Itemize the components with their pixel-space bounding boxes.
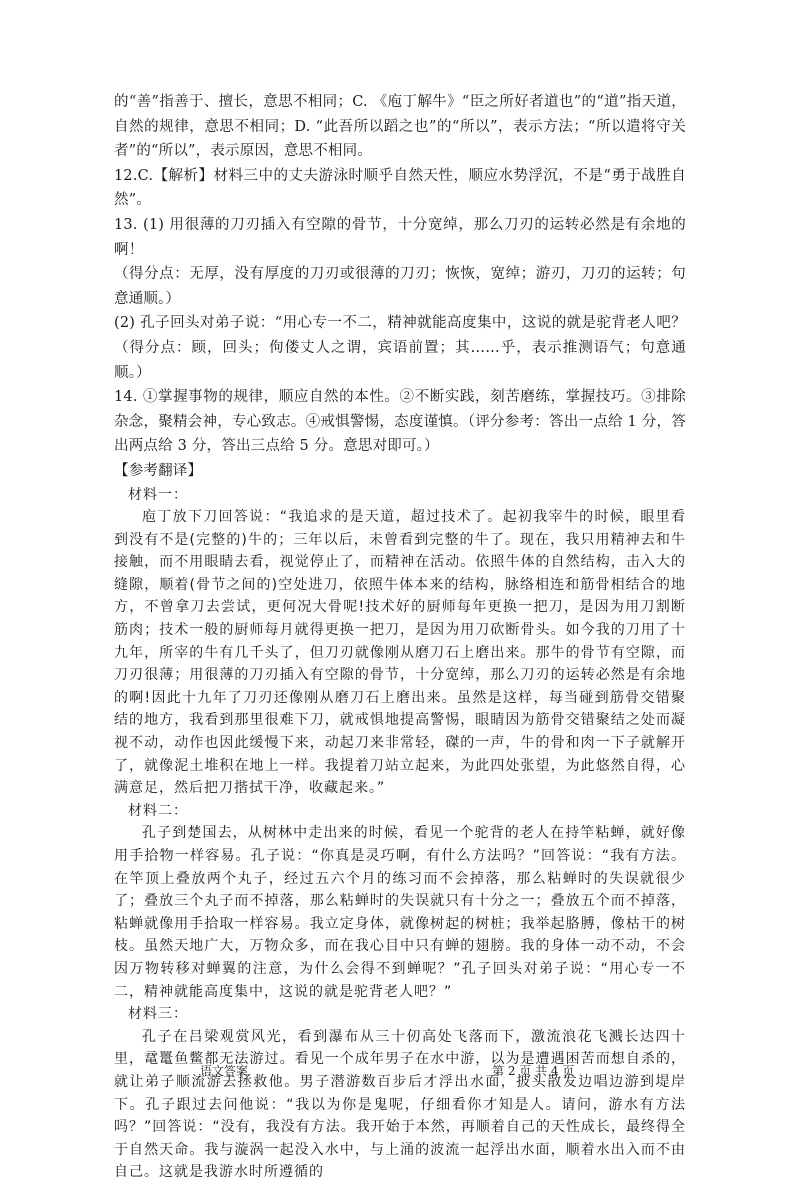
answer-12: 12.C.【解析】材料三中的丈夫游泳时顺乎自然天性，顺应水势浮沉，不是“勇于战胜自然”。 — [114, 167, 686, 209]
material-3-label: 材料三： — [128, 1006, 188, 1023]
footer-subject: 语文答案 — [200, 1064, 249, 1078]
answer-13-1: 13. (1) 用很薄的刀刃插入有空隙的骨节，十分宽绰，那么刀刃的运转必然是有余地的啊！ — [114, 216, 686, 258]
answer-14: 14. ①掌握事物的规律，顺应自然的本性。②不断实践，刻苦磨练，掌握技巧。③排除杂念，聚精会神，专心致志。④戒惧警惕，态度谨慎。（评分参考：答出一点给 1 分，答出两点给 3 分，答出三点给 5 分。意思对即可。） — [114, 389, 686, 455]
footer-page-number: 第 2 页 共 4 页 — [492, 1064, 575, 1078]
translation-heading: 【参考翻译】 — [114, 462, 203, 479]
material-3-text: 孔子在吕梁观赏风光，看到瀑布从三十仞高处飞落而下，激流浪花飞溅长达四十里，鼋鼍鱼鳖都无法游过。看见一个成年男子在水中游，以为是遭遇困苦而想自杀的，就让弟子顺流游去拯救他。男子潜游数百步后才浮出水面，披头散发边唱边游到堤岸下。孔子跟过去问他说：“我以为你是鬼呢，仔细看你才知是人。请问，游水有方法吗？”回答说：“没有，我没有方法。我开始于本然，再顺着自己的天性成长，最终得全于自然天命。我与漩涡一起没入水中，与上涌的波流一起浮出水面，顺着水出入而不由自己。这就是我游水时所遵循的 — [114, 1028, 686, 1181]
material-2-text: 孔子到楚国去，从树林中走出来的时候，看见一个驼背的老人在持竿粘蝉，就好像用手拾物一样容易。孔子说：“你真是灵巧啊，有什么方法吗？”回答说：“我有方法。在竿顶上叠放两个丸子，经过五六个月的练习而不会掉落，那么粘蝉时的失误就很少了；叠放三个丸子而不掉落，那么粘蝉时的失误就只有十分之一；叠放五个而不掉落，粘蝉就像用手拾取一样容易。我立定身体，就像树起的树桩；我举起胳膊，像枯干的树枝。虽然天地广大，万物众多，而在我心目中只有蝉的翅膀。我的身体一动不动，不会因万物转移对蝉翼的注意，为什么会得不到蝉呢？”孔子回头对弟子说：“用心专一不二，精神就能高度集中，这说的就是驼背老人吧？” — [114, 825, 686, 1000]
material-2-label: 材料二： — [128, 802, 188, 819]
material-1-text: 庖丁放下刀回答说：“我追求的是天道，超过技术了。起初我宰牛的时候，眼里看到没有不是(完整的)牛的；三年以后，未曾看到完整的牛了。现在，我只用精神去和牛接触，而不用眼睛去看，视觉停止了，而精神在活动。依照牛体的自然结构，击入大的缝隙，顺着(骨节之间的)空处进刀，依照牛体本来的结构，脉络相连和筋骨相结合的地方，不曾拿刀去尝试，更何况大骨呢!技术好的厨师每年更换一把刀，是因为用刀割断筋肉；技术一般的厨师每月就得更换一把刀，是因为用刀砍断骨头。如今我的刀用了十九年，所宰的牛有几千头了，但刀刃就像刚从磨刀石上磨出来。那牛的骨节有空隙，而刀刃很薄；用很薄的刀刃插入有空隙的骨节，十分宽绰，那么刀刃的运转必然是有余地的啊!因此十九年了刀刃还像刚从磨刀石上磨出来。虽然是这样，每当碰到筋骨交错聚结的地方，我看到那里很难下刀，就戒惧地提高警惕，眼睛因为筋骨交错聚结之处而凝视不动，动作也因此缓慢下来，动起刀来非常轻，磔的一声，牛的骨和肉一下子就解开了，就像泥土堆积在地上一样。我提着刀站立起来，为此四处张望，为此悠然自得，心满意足，然后把刀揩拭干净，收藏起来。” — [114, 509, 686, 797]
answer-13-2: (2) 孔子回头对弟子说：“用心专一不二，精神就能高度集中，这说的就是驼背老人吧？（得分点：顾，回头；佝偻丈人之谓，宾语前置；其……乎，表示推测语气；句意通顺。） — [114, 315, 686, 381]
answer-11-continued: 的“善”指善于、擅长，意思不相同；C. 《庖丁解牛》“臣之所好者道也”的“道”指天道，自然的规律，意思不相同；D. “此吾所以蹈之也”的“所以”，表示方法；“所以遣将守关者”的“所以”，表示原因，意思不相同。 — [114, 94, 686, 160]
answer-content — [114, 90, 686, 1184]
answer-13-1-scoring: （得分点：无厚，没有厚度的刀刃或很薄的刀刃；恢恢，宽绰；游刃，刀刃的运转；句意通顺。） — [114, 266, 686, 307]
material-1-label: 材料一： — [128, 486, 188, 503]
